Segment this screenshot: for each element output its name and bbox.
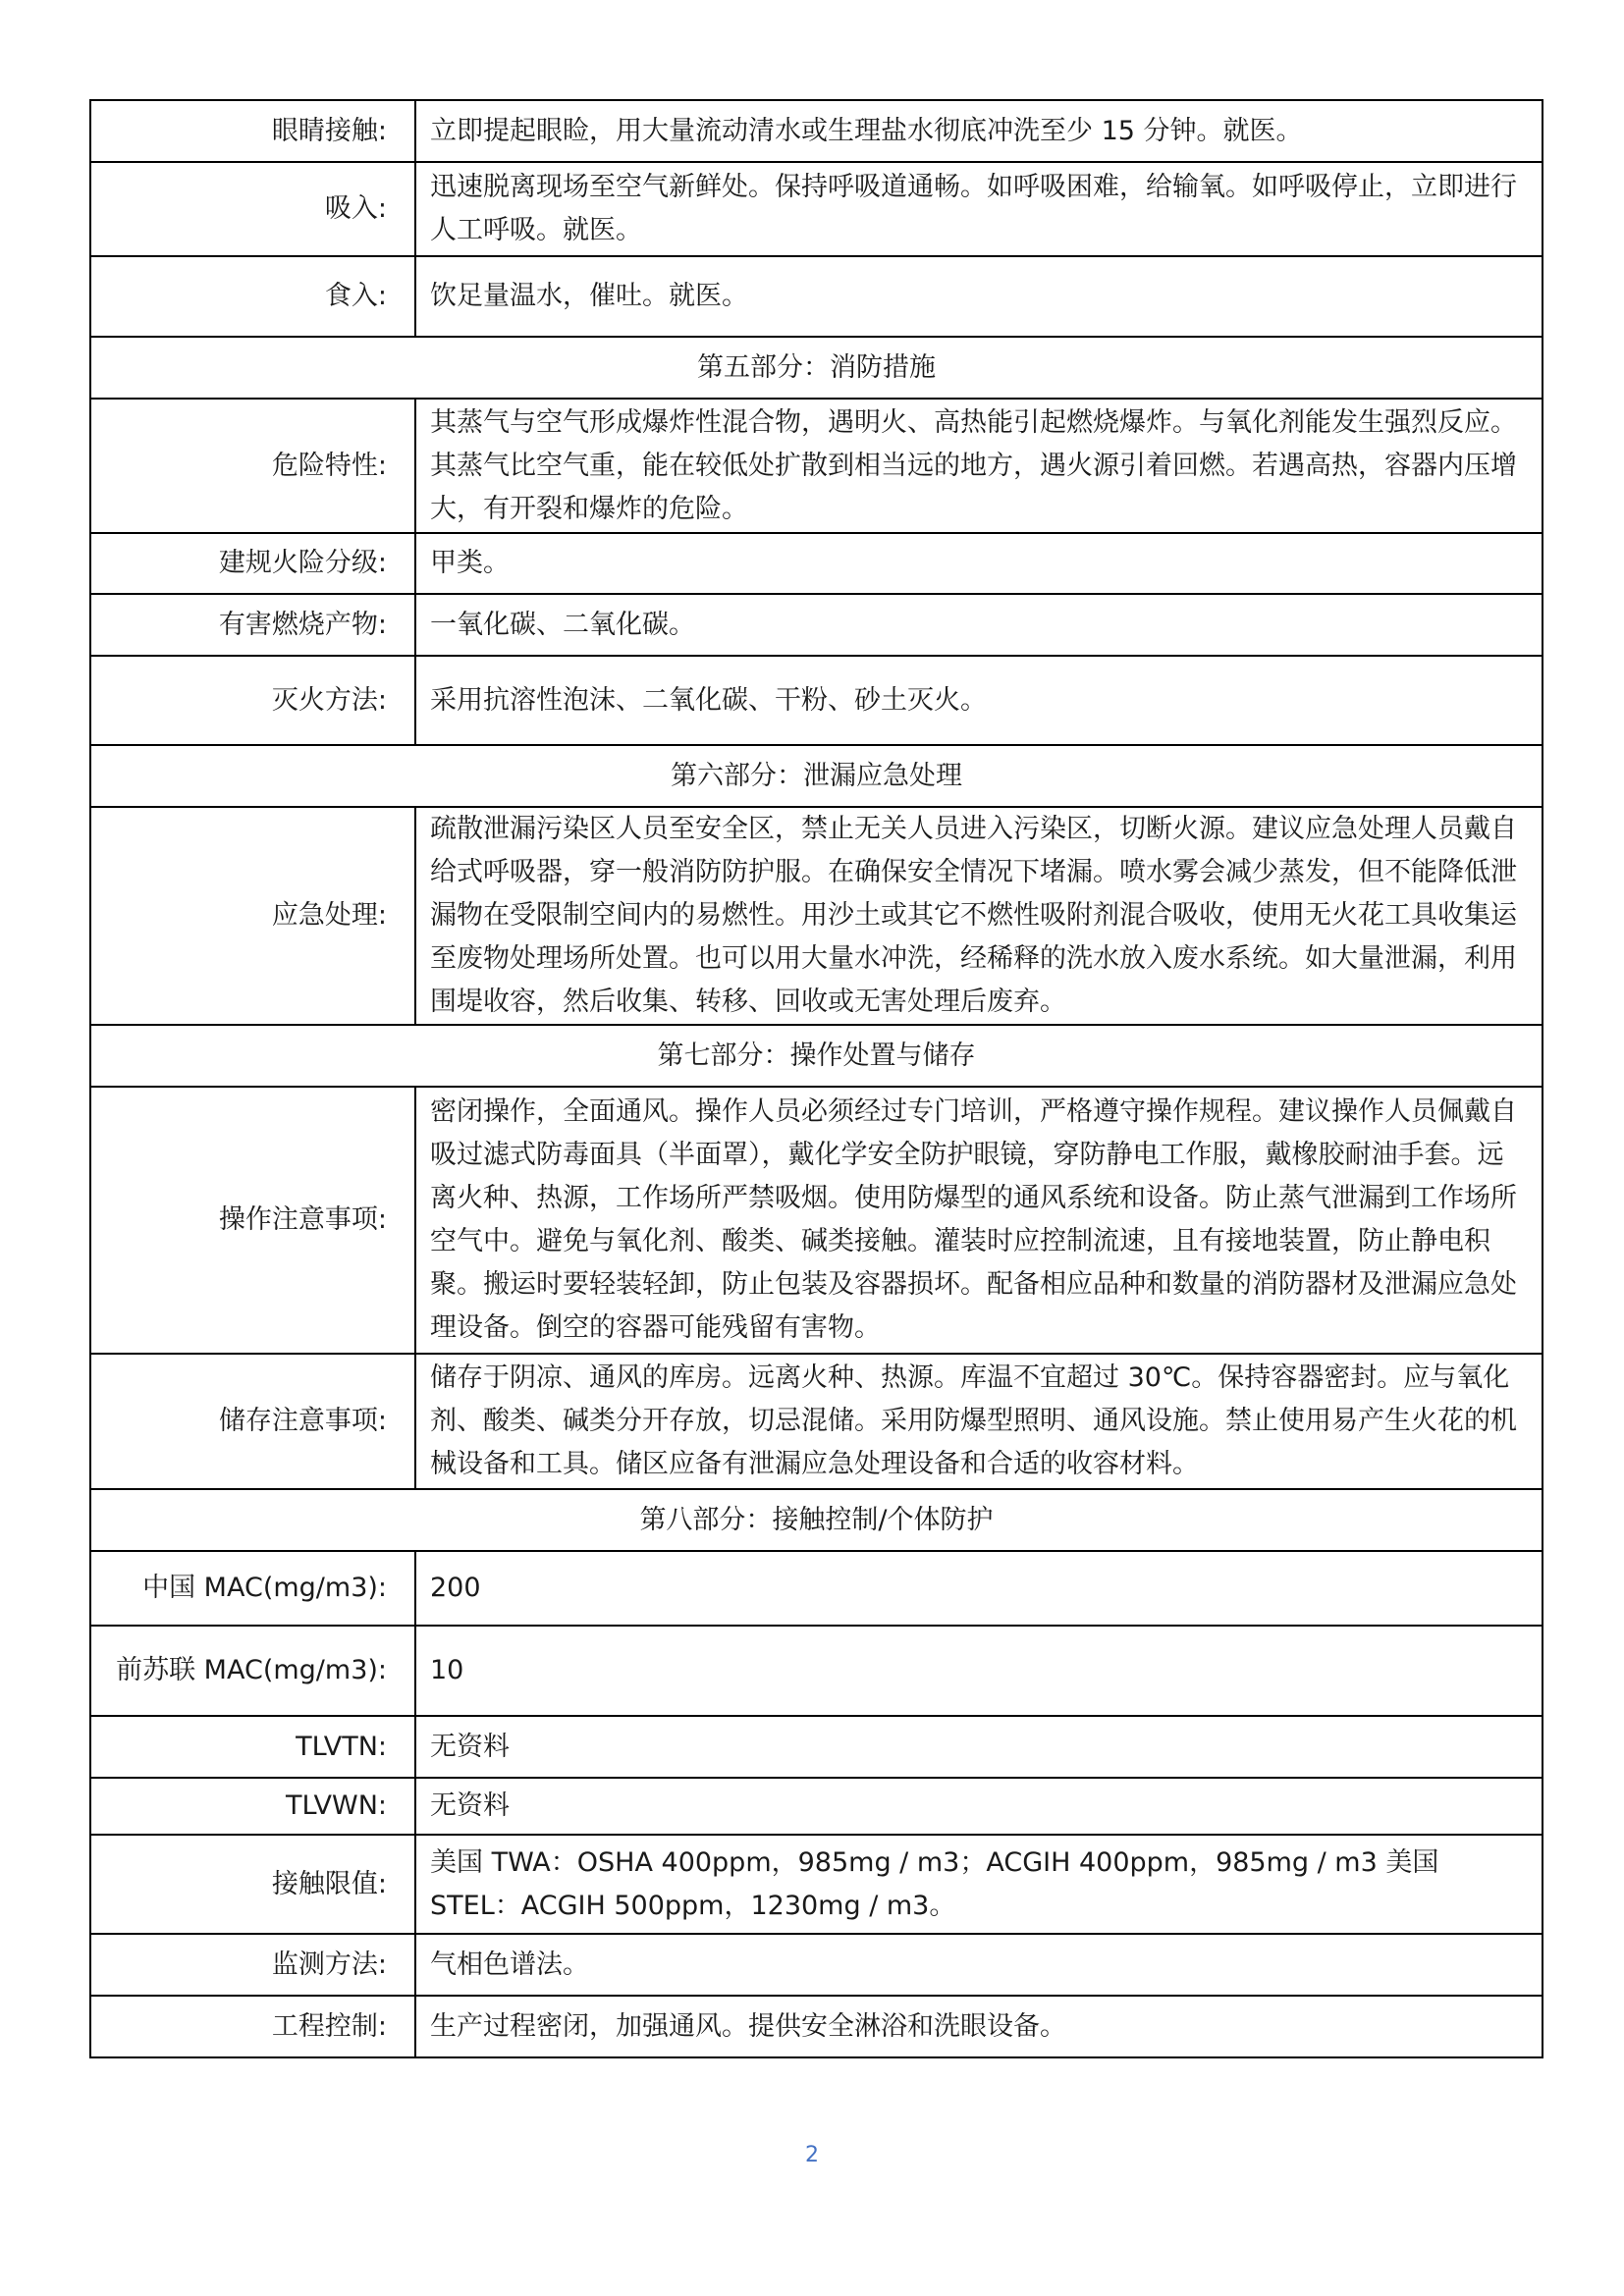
table-row [90, 1716, 1543, 1778]
section-header-row [90, 337, 1543, 399]
field-label: 眼睛接触: [90, 100, 415, 162]
table-row [90, 1551, 1543, 1626]
table-row [90, 162, 1543, 256]
section-title: 第八部分：接触控制/个体防护 [90, 1489, 1543, 1551]
table-row [90, 1354, 1543, 1489]
field-label: TLVTN: [90, 1716, 415, 1778]
field-value: 甲类。 [415, 533, 1543, 594]
section-title: 第七部分：操作处置与储存 [90, 1025, 1543, 1087]
section-header-row [90, 745, 1543, 807]
field-label: 灭火方法: [90, 656, 415, 745]
table-row [90, 1087, 1543, 1354]
table-row [90, 256, 1543, 337]
section-title: 第六部分：泄漏应急处理 [90, 745, 1543, 807]
table-row [90, 1996, 1543, 2057]
field-value: 疏散泄漏污染区人员至安全区，禁止无关人员进入污染区，切断火源。建议应急处理人员戴自给式呼吸器，穿一般消防防护服。在确保安全情况下堵漏。喷水雾会减少蒸发，但不能降低泄漏物在受限制空间内的易燃性。用沙土或其它不燃性吸附剂混合吸收，使用无火花工具收集运至废物处理场所处置。也可以用大量水冲洗，经稀释的洗水放入废水系统。如大量泄漏，利用围堤收容，然后收集、转移、回收或无害处理后废弃。 [415, 807, 1543, 1025]
table-row [90, 1626, 1543, 1716]
table-row [90, 1934, 1543, 1996]
section-header-row [90, 1025, 1543, 1087]
field-value: 其蒸气与空气形成爆炸性混合物，遇明火、高热能引起燃烧爆炸。与氧化剂能发生强烈反应。其蒸气比空气重，能在较低处扩散到相当远的地方，遇火源引着回燃。若遇高热，容器内压增大，有开裂和爆炸的危险。 [415, 399, 1543, 533]
table-row [90, 533, 1543, 594]
field-value: 迅速脱离现场至空气新鲜处。保持呼吸道通畅。如呼吸困难，给输氧。如呼吸停止，立即进行人工呼吸。就医。 [415, 162, 1543, 256]
field-value: 一氧化碳、二氧化碳。 [415, 594, 1543, 656]
field-label: 危险特性: [90, 399, 415, 533]
msds-table [89, 99, 1543, 2058]
field-value: 10 [415, 1626, 1543, 1716]
field-value: 无资料 [415, 1716, 1543, 1778]
field-value: 立即提起眼睑，用大量流动清水或生理盐水彻底冲洗至少 15 分钟。就医。 [415, 100, 1543, 162]
section-header-row [90, 1489, 1543, 1551]
table-row [90, 656, 1543, 745]
field-label: 建规火险分级: [90, 533, 415, 594]
field-label: 工程控制: [90, 1996, 415, 2057]
field-label: 接触限值: [90, 1835, 415, 1934]
field-value: 采用抗溶性泡沫、二氧化碳、干粉、砂土灭火。 [415, 656, 1543, 745]
field-label: 操作注意事项: [90, 1087, 415, 1354]
table-row [90, 1778, 1543, 1835]
table-row [90, 807, 1543, 1025]
field-label: TLVWN: [90, 1778, 415, 1835]
field-value: 气相色谱法。 [415, 1934, 1543, 1996]
field-label: 储存注意事项: [90, 1354, 415, 1489]
section-title: 第五部分：消防措施 [90, 337, 1543, 399]
table-row [90, 1835, 1543, 1934]
table-row [90, 399, 1543, 533]
field-label: 应急处理: [90, 807, 415, 1025]
field-value: 无资料 [415, 1778, 1543, 1835]
field-label: 吸入: [90, 162, 415, 256]
field-label: 中国 MAC(mg/m3): [90, 1551, 415, 1626]
field-value: 密闭操作，全面通风。操作人员必须经过专门培训，严格遵守操作规程。建议操作人员佩戴自吸过滤式防毒面具（半面罩），戴化学安全防护眼镜，穿防静电工作服，戴橡胶耐油手套。远离火种、热源，工作场所严禁吸烟。使用防爆型的通风系统和设备。防止蒸气泄漏到工作场所空气中。避免与氧化剂、酸类、碱类接触。灌装时应控制流速，且有接地装置，防止静电积聚。搬运时要轻装轻卸，防止包装及容器损坏。配备相应品种和数量的消防器材及泄漏应急处理设备。倒空的容器可能残留有害物。 [415, 1087, 1543, 1354]
field-label: 前苏联 MAC(mg/m3): [90, 1626, 415, 1716]
page-number: 2 [805, 2143, 819, 2167]
table-row [90, 594, 1543, 656]
field-value: 生产过程密闭，加强通风。提供安全淋浴和洗眼设备。 [415, 1996, 1543, 2057]
field-label: 监测方法: [90, 1934, 415, 1996]
table-row [90, 100, 1543, 162]
field-value: 美国 TWA：OSHA 400ppm，985mg / m3；ACGIH 400ppm，985mg / m3 美国 STEL：ACGIH 500ppm，1230mg / m3。 [415, 1835, 1543, 1934]
field-value: 200 [415, 1551, 1543, 1626]
field-label: 食入: [90, 256, 415, 337]
field-value: 饮足量温水，催吐。就医。 [415, 256, 1543, 337]
field-value: 储存于阴凉、通风的库房。远离火种、热源。库温不宜超过 30℃。保持容器密封。应与氧化剂、酸类、碱类分开存放，切忌混储。采用防爆型照明、通风设施。禁止使用易产生火花的机械设备和工具。储区应备有泄漏应急处理设备和合适的收容材料。 [415, 1354, 1543, 1489]
field-label: 有害燃烧产物: [90, 594, 415, 656]
